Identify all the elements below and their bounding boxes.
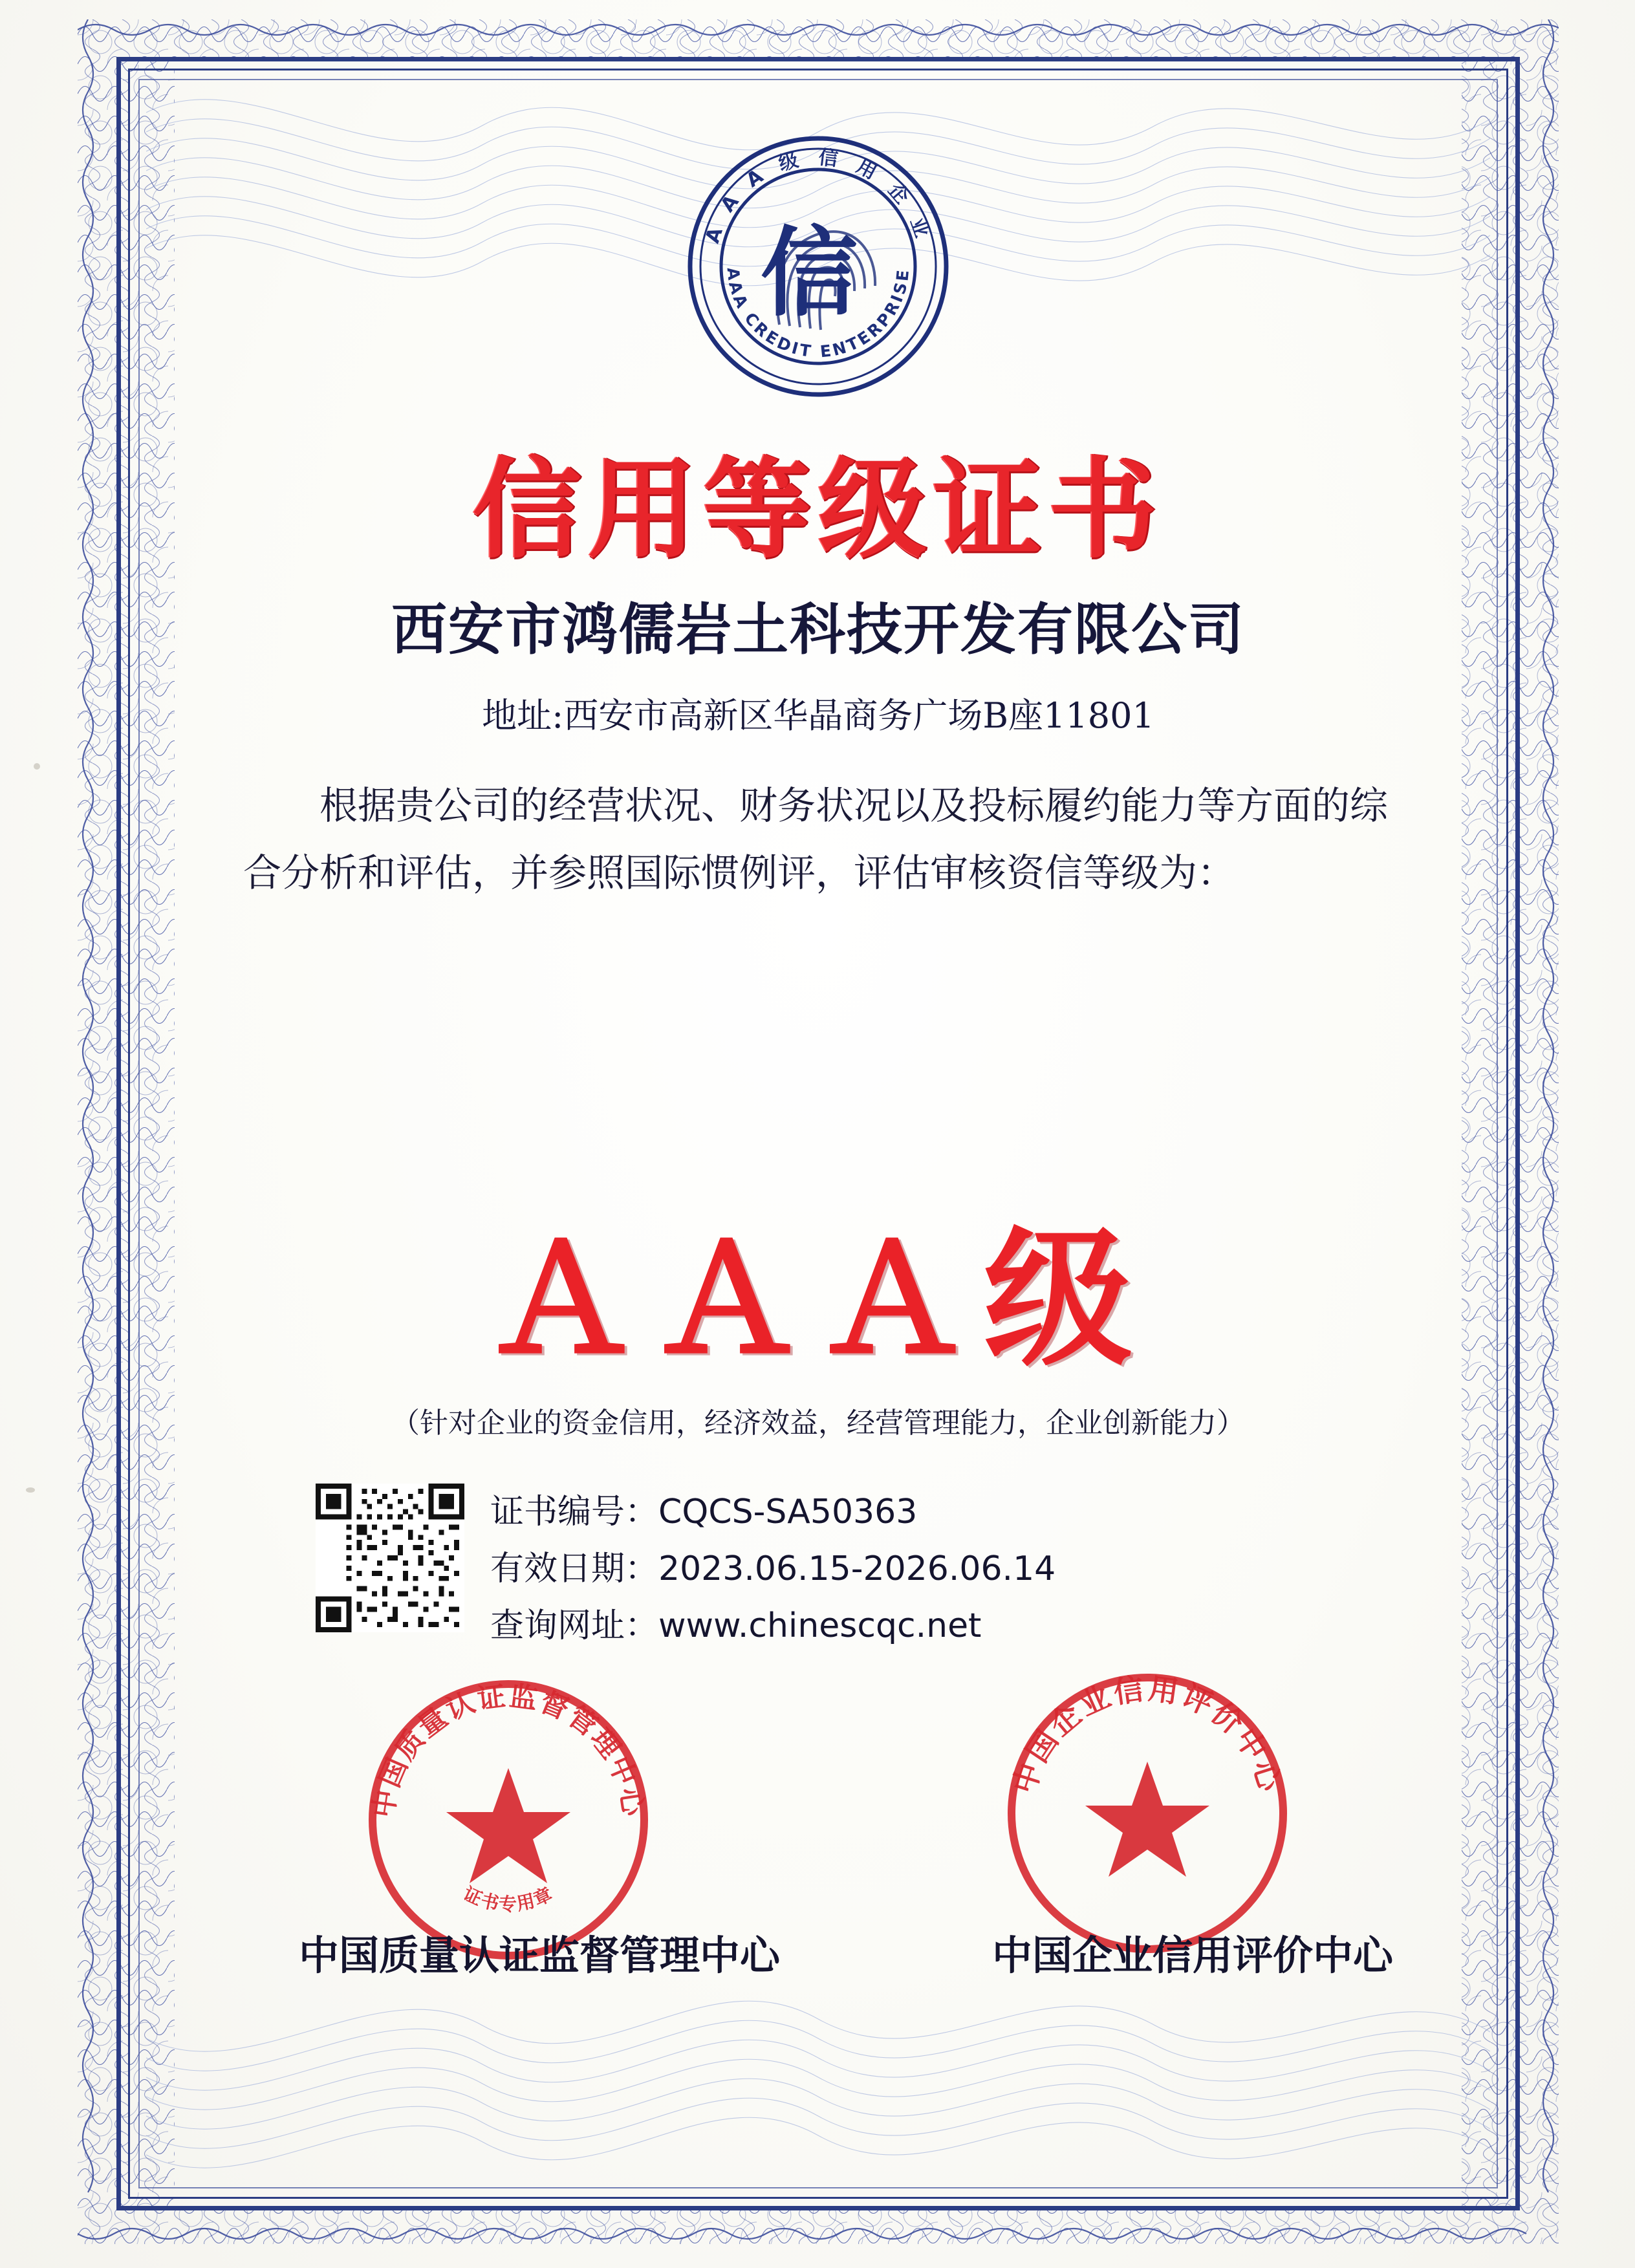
certificate-info-block [316,1484,1056,1654]
svg-text:中国企业信用评价中心: 中国企业信用评价中心 [1006,1670,1289,1798]
website-value: www.chinescqc.net [658,1606,982,1645]
enterprise-credit-seal-icon [999,1665,1296,1962]
certificate-details [490,1484,1056,1654]
issuing-organization-right: 中国企业信用评价中心 [991,1932,1393,1979]
aaa-credit-enterprise-emblem-icon [682,131,954,402]
paper-speck [26,1487,35,1493]
website-label: 查询网址： [490,1606,659,1645]
svg-text:证书专用章: 证书专用章 [460,1883,557,1915]
validity-value: 2023.06.15-2026.06.14 [658,1550,1056,1588]
svg-text:信: 信 [760,217,858,330]
certificate-content [146,87,1490,2181]
cert-number-value: CQCS-SA50363 [658,1493,918,1531]
company-name: 西安市鸿儒岩土科技开发有限公司 [391,598,1245,662]
certificate-inner-area [146,87,1490,2181]
company-address: 地址:西安市高新区华晶商务广场B座11801 [482,695,1154,736]
validity-line [490,1540,1056,1597]
svg-text:A A A 级 信 用 企 业: A A A 级 信 用 企 业 [701,146,935,246]
grade-scope-note: （针对企业的资金信用，经济效益，经营管理能力，企业创新能力） [391,1407,1245,1440]
svg-text:AAA CREDIT ENTERPRISE: AAA CREDIT ENTERPRISE [723,266,913,362]
website-line [490,1597,1056,1654]
qr-code-icon [316,1484,464,1632]
cert-number-line [490,1484,1056,1540]
assessment-paragraph: 根据贵公司的经营状况、财务状况以及投标履约能力等方面的综合分析和评估，并参照国际惯例评，评估审核资信等级为： [243,783,1389,895]
svg-text:中国质量认证监督管理中心: 中国质量认证监督管理中心 [367,1679,650,1820]
validity-label: 有效日期： [490,1550,659,1588]
paper-speck [34,763,40,770]
cert-number-label: 证书编号： [490,1493,659,1531]
issuing-organization-left: 中国质量认证监督管理中心 [299,1932,781,1979]
certificate-title: 信用等级证书 [473,446,1164,573]
credit-grade: ＡＡＡ级 [487,1212,1149,1387]
